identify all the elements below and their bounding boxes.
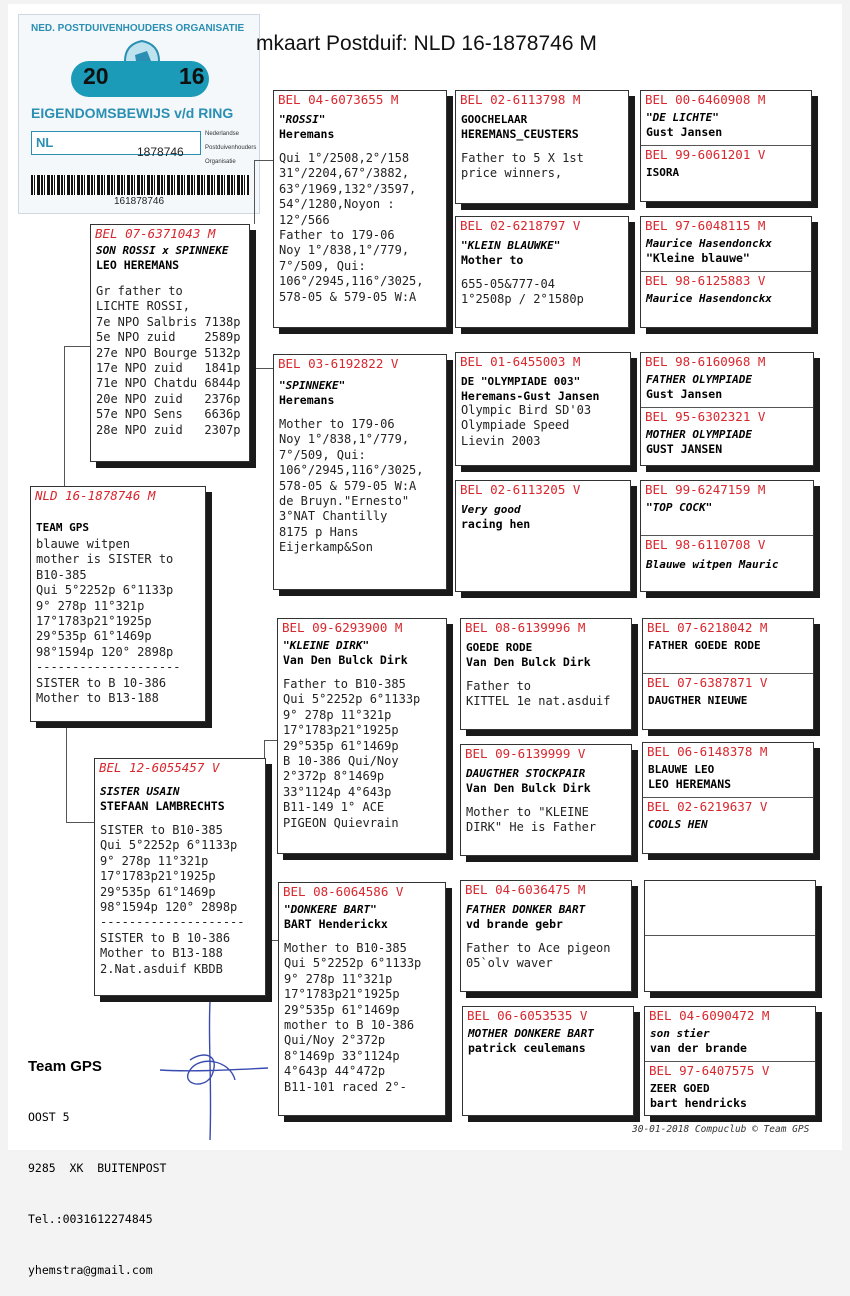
connector-line bbox=[264, 740, 278, 741]
pedigree-card-ds bbox=[277, 618, 447, 854]
pigeon-name: TEAM GPS bbox=[36, 521, 89, 534]
ring-number: BEL 00-6460908 M bbox=[645, 92, 766, 107]
pigeon-name: FATHER GOEDE RODE bbox=[648, 639, 761, 652]
pedigree-card-dss bbox=[460, 618, 632, 730]
pigeon-name: Blauwe witpen Mauric bbox=[646, 558, 779, 571]
pigeon-description: Qui 1°/2508,2°/158 31°/2204,67°/3882, 63°/1969,132°/3597, 54°/1280,Noyon : 12°/566 Father to 179-06 Noy 1°/838,1°/779, 7°/509, Qui: 106°/2945,116°/3025, 578-05 & 579-05 W:A bbox=[279, 151, 424, 304]
ring-number: BEL 97-6048115 M bbox=[645, 218, 766, 233]
ownership-sticker bbox=[18, 14, 260, 214]
ring-number: BEL 98-6160968 M bbox=[645, 354, 766, 369]
pigeon-owner: bart hendricks bbox=[650, 1096, 747, 1110]
pigeon-name: Maurice Hasendonckx bbox=[646, 237, 772, 250]
barcode bbox=[31, 175, 249, 195]
pigeon-name: Maurice Hasendonckx bbox=[646, 292, 772, 305]
page-title: mkaart Postduif: NLD 16-1878746 M bbox=[256, 32, 597, 55]
ring-number: BEL 06-6053535 V bbox=[467, 1008, 588, 1023]
pigeon-owner: Van Den Bulck Dirk bbox=[466, 781, 591, 795]
pigeon-name: son stier bbox=[650, 1027, 710, 1040]
sticker-number: 1878746 bbox=[137, 145, 184, 159]
pedigree-card-dam bbox=[94, 758, 266, 996]
pedigree-card-pair bbox=[640, 480, 814, 592]
ring-number: BEL 97-6407575 V bbox=[649, 1063, 770, 1078]
connector-line bbox=[64, 346, 90, 347]
pigeon-name: DAUGTHER NIEUWE bbox=[648, 694, 748, 707]
pedigree-card-ssd bbox=[455, 216, 629, 328]
owner-name: Team GPS bbox=[28, 1058, 102, 1075]
pedigree-card-sds bbox=[455, 352, 631, 466]
pigeon-owner: Mother to bbox=[461, 253, 524, 267]
contact-line: Tel.:0031612274845 bbox=[28, 1212, 153, 1226]
ring-number: BEL 02-6113798 M bbox=[460, 92, 581, 107]
sticker-title: EIGENDOMSBEWIJS v/d RING bbox=[31, 105, 234, 121]
pigeon-name: "ROSSI" bbox=[279, 113, 326, 126]
ring-number: BEL 03-6192822 V bbox=[278, 356, 399, 371]
pedigree-card-sdd bbox=[455, 480, 631, 592]
ring-number: BEL 04-6036475 M bbox=[465, 882, 586, 897]
pigeon-owner: Gust Jansen bbox=[646, 387, 723, 401]
print-date: 30-01-2018 Compuclub © Team GPS bbox=[632, 1124, 810, 1135]
ring-number: BEL 04-6090472 M bbox=[649, 1008, 770, 1023]
pedigree-card-pair bbox=[642, 742, 814, 854]
ring-number: NLD 16-1878746 M bbox=[35, 488, 156, 503]
connector-line bbox=[254, 160, 274, 161]
pigeon-name: ISORA bbox=[646, 166, 680, 179]
sticker-year-left: 20 bbox=[83, 63, 109, 89]
ring-number: BEL 98-6110708 V bbox=[645, 537, 766, 552]
pedigree-card-ddd bbox=[462, 1006, 634, 1116]
pigeon-owner: HEREMANS_CEUSTERS bbox=[461, 127, 579, 141]
pigeon-owner: "Kleine blauwe" bbox=[646, 251, 750, 265]
pedigree-card-pair-empty bbox=[644, 880, 816, 992]
pigeon-owner: Heremans bbox=[279, 127, 335, 141]
sticker-side-line: Nederlandse bbox=[205, 131, 240, 137]
pigeon-description: Gr father to LICHTE ROSSI, 7e NPO Salbris 7138p 5e NPO zuid 2589p 27e NPO Bourge 5132p 17e NPO zuid 1841p 71e NPO Chatdu 6844p 20e NPO zuid 2376p 57e NPO Sens 6636p 28e NPO zuid 2307p bbox=[96, 284, 241, 437]
pigeon-name: FATHER OLYMPIADE bbox=[646, 373, 752, 386]
pigeon-name: MOTHER DONKERE BART bbox=[468, 1027, 594, 1040]
sticker-side-text bbox=[205, 127, 257, 169]
pigeon-owner: Heremans bbox=[279, 393, 335, 407]
pedigree-card-dsd bbox=[460, 744, 632, 856]
pigeon-description: 655-05&777-04 1°2508p / 2°1580p bbox=[461, 277, 584, 307]
ring-number: BEL 09-6293900 M bbox=[282, 620, 403, 635]
pigeon-description: Mother to B10-385 Qui 5°2252p 6°1133p 9° 278p 11°321p 17°1783p21°1925p 29°535p 61°1469p mother to B 10-386 Qui/Noy 2°372p 8°1469p 33°1124p 4°643p 44°472p B11-101 raced 2°- bbox=[284, 941, 422, 1094]
pigeon-name: Very good bbox=[461, 503, 521, 516]
pedigree-card-pair bbox=[644, 1006, 816, 1116]
pedigree-card-pair bbox=[642, 618, 814, 730]
pigeon-name: MOTHER OLYMPIADE bbox=[646, 428, 752, 441]
pigeon-name: "DE LICHTE" bbox=[646, 111, 719, 124]
pedigree-card-dds bbox=[460, 880, 632, 992]
ring-number: BEL 08-6064586 V bbox=[283, 884, 404, 899]
pedigree-card-dd bbox=[278, 882, 446, 1116]
ring-number: BEL 99-6061201 V bbox=[645, 147, 766, 162]
contact-line: yhemstra@gmail.com bbox=[28, 1263, 153, 1277]
pigeon-name: DE "OLYMPIADE 003" bbox=[461, 375, 581, 388]
pigeon-description: blauwe witpen mother is SISTER to B10-385 Qui 5°2252p 6°1133p 9° 278p 11°321p 17°1783p21°1925p 29°535p 61°1469p 98°1594p 120° 2898p -------------------- SISTER to B 10-386 Mother to B13-188 bbox=[36, 537, 181, 706]
ring-number: BEL 98-6125883 V bbox=[645, 273, 766, 288]
pigeon-owner: vd brande gebr bbox=[466, 917, 563, 931]
pedigree-card-pair bbox=[640, 216, 812, 328]
owner-contact bbox=[28, 1024, 166, 1296]
pigeon-description: Father to B10-385 Qui 5°2252p 6°1133p 9° 278p 11°321p 17°1783p21°1925p 29°535p 61°1469p B 10-386 Qui/Noy 2°372p 8°1469p 33°1124p 4°643p B11-149 1° ACE PIGEON Quievrain bbox=[283, 677, 421, 830]
pigeon-name: "TOP COCK" bbox=[646, 501, 713, 514]
pigeon-name: "KLEINE DIRK" bbox=[283, 639, 370, 652]
sticker-country: NL bbox=[36, 135, 54, 150]
ring-number: BEL 07-6371043 M bbox=[95, 226, 216, 241]
connector-line bbox=[254, 160, 255, 224]
pigeon-name: SON ROSSI x SPINNEKE bbox=[96, 244, 229, 257]
signature bbox=[150, 1000, 270, 1145]
ring-number: BEL 12-6055457 V bbox=[99, 760, 220, 775]
pigeon-owner: Gust Jansen bbox=[646, 125, 723, 139]
pigeon-name: ZEER GOED bbox=[650, 1082, 710, 1095]
pedigree-card-pair bbox=[640, 90, 812, 202]
sticker-year-right: 16 bbox=[179, 63, 205, 89]
ring-number: BEL 02-6219637 V bbox=[647, 799, 768, 814]
connector-line bbox=[66, 726, 67, 822]
pedigree-card-ss bbox=[273, 90, 447, 328]
pigeon-description: SISTER to B10-385 Qui 5°2252p 6°1133p 9° 278p 11°321p 17°1783p21°1925p 29°535p 61°1469p 98°1594p 120° 2898p -------------------- SISTER to B 10-386 Mother to B13-188 2.Nat.asduif KBDB bbox=[100, 823, 245, 976]
pigeon-name: SISTER USAIN bbox=[100, 785, 180, 798]
ring-number: BEL 95-6302321 V bbox=[645, 409, 766, 424]
pigeon-description: Father to Ace pigeon 05`olv waver bbox=[466, 941, 611, 971]
ring-number: BEL 04-6073655 M bbox=[278, 92, 399, 107]
ring-number: BEL 09-6139999 V bbox=[465, 746, 586, 761]
pigeon-description: Father to KITTEL 1e nat.asduif bbox=[466, 679, 611, 709]
ring-number: BEL 06-6148378 M bbox=[647, 744, 768, 759]
pigeon-name: DAUGTHER STOCKPAIR bbox=[466, 767, 586, 780]
pedigree-card-subject bbox=[30, 486, 206, 722]
pigeon-owner: patrick ceulemans bbox=[468, 1041, 586, 1055]
connector-line bbox=[264, 940, 278, 941]
connector-line bbox=[66, 822, 94, 823]
pigeon-description: Olympic Bird SD'03 Olympiade Speed Lievin 2003 bbox=[461, 403, 592, 448]
sticker-org: NED. POSTDUIVENHOUDERS ORGANISATIE bbox=[31, 23, 245, 34]
pigeon-name: "DONKERE BART" bbox=[284, 903, 377, 916]
pigeon-owner: LEO HEREMANS bbox=[96, 258, 180, 272]
pigeon-owner: LEO HEREMANS bbox=[648, 777, 732, 791]
pigeon-name: "SPINNEKE" bbox=[279, 379, 346, 392]
pigeon-name: GOOCHELAAR bbox=[461, 113, 528, 126]
pigeon-name: GOEDE RODE bbox=[466, 641, 533, 654]
pigeon-owner: racing hen bbox=[461, 517, 531, 531]
pedigree-card-sss bbox=[455, 90, 629, 204]
pigeon-owner: STEFAAN LAMBRECHTS bbox=[100, 799, 225, 813]
ring-number: BEL 07-6218042 M bbox=[647, 620, 768, 635]
sticker-code: 161878746 bbox=[114, 196, 165, 207]
connector-line bbox=[264, 740, 265, 758]
pedigree-card-sire bbox=[90, 224, 250, 462]
sticker-side-line: Postduivenhouders bbox=[205, 145, 257, 151]
pigeon-owner: BART Henderickx bbox=[284, 917, 388, 931]
ring-number: BEL 08-6139996 M bbox=[465, 620, 586, 635]
pigeon-description: Mother to "KLEINE DIRK" He is Father bbox=[466, 805, 597, 835]
ring-number: BEL 07-6387871 V bbox=[647, 675, 768, 690]
pigeon-owner: van der brande bbox=[650, 1041, 747, 1055]
pigeon-owner: Van Den Bulck Dirk bbox=[283, 653, 408, 667]
pigeon-owner: Heremans-Gust Jansen bbox=[461, 389, 600, 403]
sticker-side-line: Organisatie bbox=[205, 159, 236, 165]
ring-number: BEL 01-6455003 M bbox=[460, 354, 581, 369]
pigeon-description: Father to 5 X 1st price winners, bbox=[461, 151, 584, 181]
pedigree-card-pair bbox=[640, 352, 814, 466]
ring-number: BEL 99-6247159 M bbox=[645, 482, 766, 497]
pigeon-description: Mother to 179-06 Noy 1°/838,1°/779, 7°/509, Qui: 106°/2945,116°/3025, 578-05 & 579-05 W:A de Bruyn."Ernesto" 3°NAT Chantilly 8175 p Hans Eijerkamp&Son bbox=[279, 417, 424, 555]
ring-number: BEL 02-6113205 V bbox=[460, 482, 581, 497]
pigeon-name: FATHER DONKER BART bbox=[466, 903, 586, 916]
contact-line: 9285 XK BUITENPOST bbox=[28, 1161, 167, 1175]
pedigree-card-sd bbox=[273, 354, 447, 590]
pigeon-name: COOLS HEN bbox=[648, 818, 708, 831]
contact-line: OOST 5 bbox=[28, 1110, 70, 1124]
pigeon-name: BLAUWE LEO bbox=[648, 763, 715, 776]
pigeon-name: "KLEIN BLAUWKE" bbox=[461, 239, 561, 252]
ring-number: BEL 02-6218797 V bbox=[460, 218, 581, 233]
pigeon-owner: Van Den Bulck Dirk bbox=[466, 655, 591, 669]
pigeon-owner: GUST JANSEN bbox=[646, 442, 723, 456]
connector-line bbox=[64, 346, 65, 486]
